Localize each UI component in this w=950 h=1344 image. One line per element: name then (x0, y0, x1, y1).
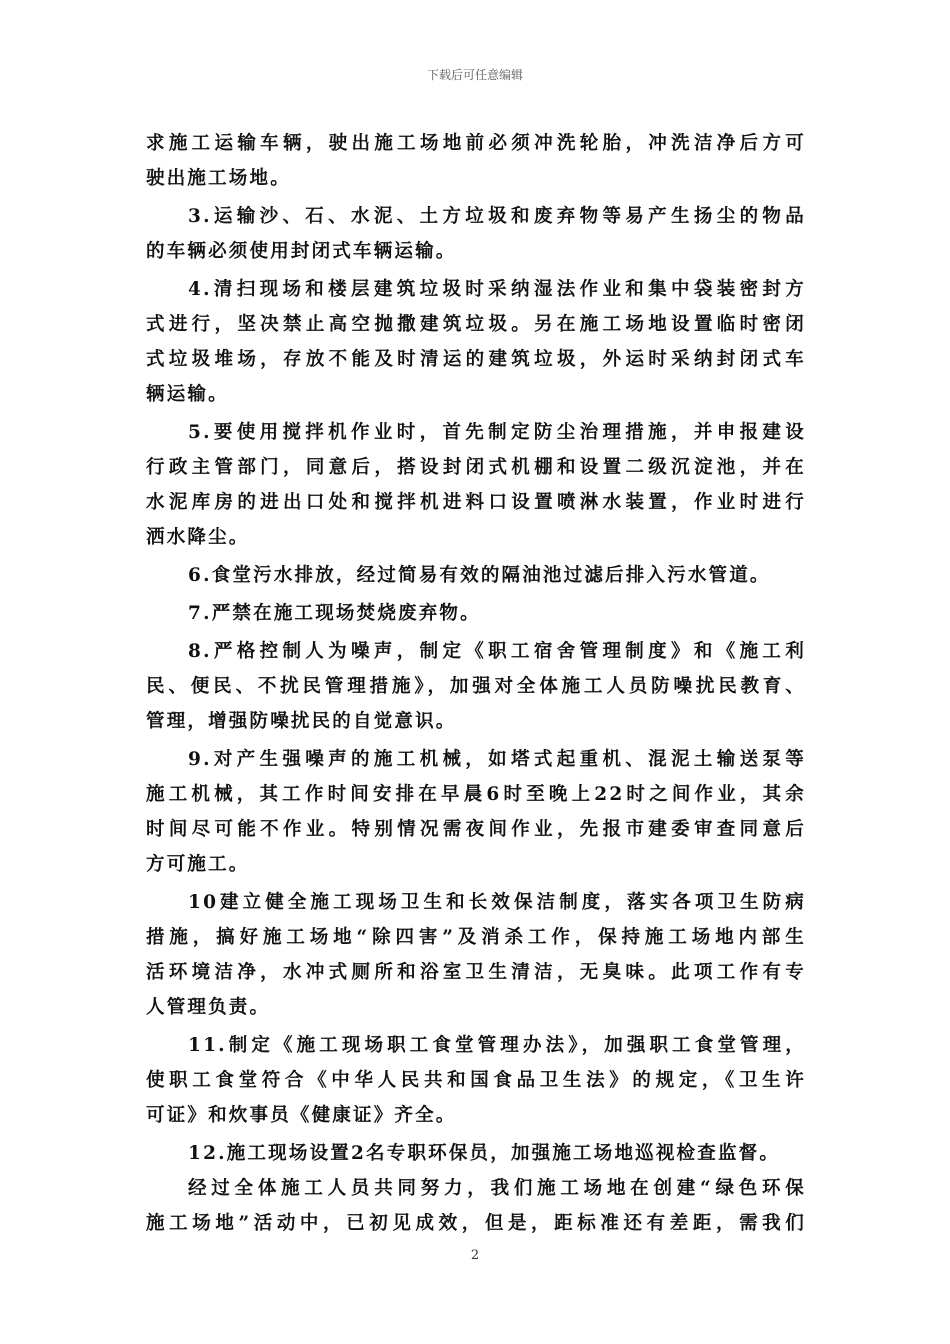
paragraph (146, 1136, 806, 1171)
text-line: 7.严禁在施工现场焚烧废弃物。 (188, 603, 481, 624)
document-body (146, 126, 806, 1241)
paragraph (146, 199, 806, 269)
text-line: 时间尽可能不作业。特别情况需夜间作业，先报市建委审查同意后 (146, 819, 806, 840)
text-line: 8.严格控制人为噪声，制定《职工宿舍管理制度》和《施工利 (188, 641, 806, 662)
paragraph (146, 126, 806, 196)
text-line: 可证》和炊事员《健康证》齐全。 (146, 1105, 457, 1126)
text-line: 施工机械，其工作时间安排在早晨6时至晚上22时之间作业，其余 (146, 784, 806, 805)
text-line: 人管理负责。 (146, 997, 271, 1018)
paragraph (146, 1171, 806, 1241)
text-line: 洒水降尘。 (146, 527, 250, 548)
text-line: 使职工食堂符合《中华人民共和国食品卫生法》的规定，《卫生许 (146, 1070, 806, 1091)
text-line: 经过全体施工人员共同努力，我们施工场地在创建“绿色环保 (188, 1178, 806, 1199)
text-line: 水泥库房的进出口处和搅拌机进料口设置喷淋水装置，作业时进行 (146, 492, 806, 513)
text-line: 10建立健全施工现场卫生和长效保洁制度，落实各项卫生防病 (188, 892, 806, 913)
page-header: 下载后可任意编辑 (426, 68, 523, 82)
text-line: 行政主管部门，同意后，搭设封闭式机棚和设置二级沉淀池，并在 (146, 457, 806, 478)
text-line: 式进行，坚决禁止高空抛撒建筑垃圾。另在施工场地设置临时密闭 (146, 314, 806, 335)
paragraph (146, 415, 806, 555)
text-line: 民、便民、不扰民管理措施》，加强对全体施工人员防噪扰民教育、 (146, 676, 806, 697)
text-line: 3.运输沙、石、水泥、土方垃圾和废弃物等易产生扬尘的物品 (188, 206, 806, 227)
text-line: 管理，增强防噪扰民的自觉意识。 (146, 711, 457, 732)
text-line: 驶出施工场地。 (146, 168, 291, 189)
paragraph (146, 558, 806, 593)
text-line: 12.施工现场设置2名专职环保员，加强施工场地巡视检查监督。 (188, 1143, 781, 1164)
text-line: 方可施工。 (146, 854, 250, 875)
paragraph (146, 596, 806, 631)
text-line: 措施，搞好施工场地“除四害”及消杀工作，保持施工场地内部生 (146, 927, 806, 948)
text-line: 6.食堂污水排放，经过简易有效的隔油池过滤后排入污水管道。 (188, 565, 771, 586)
text-line: 的车辆必须使用封闭式车辆运输。 (146, 241, 457, 262)
text-line: 9.对产生强噪声的施工机械，如塔式起重机、混泥土输送泵等 (188, 749, 806, 770)
paragraph (146, 1028, 806, 1133)
text-line: 辆运输。 (146, 384, 229, 405)
paragraph (146, 885, 806, 1025)
paragraph (146, 634, 806, 739)
paragraph (146, 742, 806, 882)
text-line: 4.清扫现场和楼层建筑垃圾时采纳湿法作业和集中袋装密封方 (188, 279, 806, 300)
text-line: 式垃圾堆场，存放不能及时清运的建筑垃圾，外运时采纳封闭式车 (146, 349, 806, 370)
text-line: 5.要使用搅拌机作业时，首先制定防尘治理措施，并申报建设 (188, 422, 806, 443)
paragraph (146, 272, 806, 412)
page-number: 2 (470, 1248, 480, 1263)
text-line: 施工场地”活动中，已初见成效，但是，距标准还有差距，需我们 (146, 1213, 806, 1234)
text-line: 求施工运输车辆，驶出施工场地前必须冲洗轮胎，冲洗洁净后方可 (146, 133, 806, 154)
text-line: 11.制定《施工现场职工食堂管理办法》，加强职工食堂管理， (188, 1035, 806, 1056)
text-line: 活环境洁净，水冲式厕所和浴室卫生清洁，无臭味。此项工作有专 (146, 962, 806, 983)
